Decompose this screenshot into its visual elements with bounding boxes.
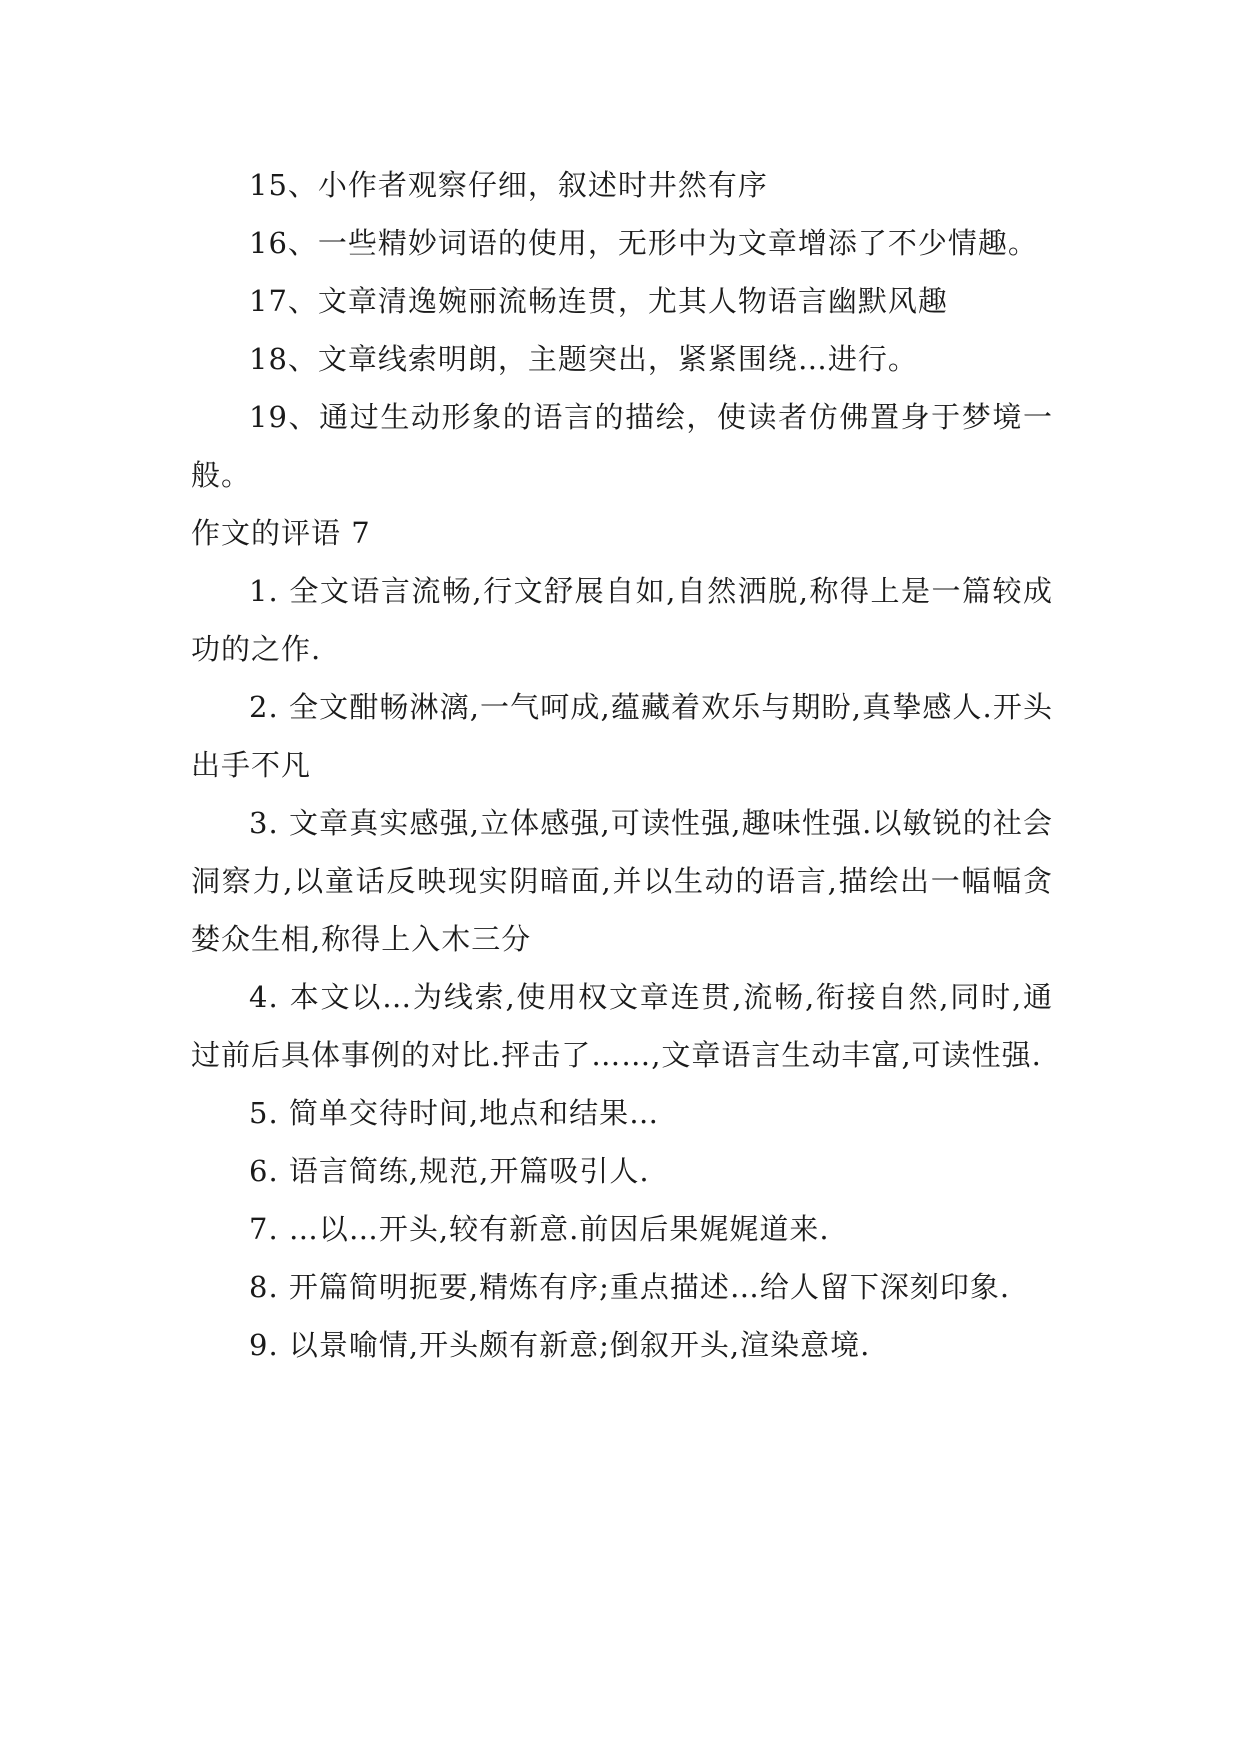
comment-7-2: 2. 全文酣畅淋漓,一气呵成,蕴藏着欢乐与期盼,真挚感人.开头出手不凡 xyxy=(191,690,1053,782)
comment-7-4: 4. 本文以…为线索,使用权文章连贯,流畅,衔接自然,同时,通过前后具体事例的对比.抨击了……,文章语言生动丰富,可读性强. xyxy=(191,980,1053,1072)
comment-18: 18、文章线索明朗，主题突出，紧紧围绕…进行。 xyxy=(249,342,918,376)
comment-7-6: 6. 语言简练,规范,开篇吸引人. xyxy=(249,1154,650,1188)
comment-7-5: 5. 简单交待时间,地点和结果… xyxy=(249,1096,660,1130)
comment-7-9: 9. 以景喻情,开头颇有新意;倒叙开头,渲染意境. xyxy=(249,1328,871,1362)
comment-16: 16、一些精妙词语的使用，无形中为文章增添了不少情趣。 xyxy=(249,226,1038,260)
comment-15: 15、小作者观察仔细，叙述时井然有序 xyxy=(249,168,768,202)
comment-7-3: 3. 文章真实感强,立体感强,可读性强,趣味性强.以敏锐的社会洞察力,以童话反映现实阴暗面,并以生动的语言,描绘出一幅幅贪婪众生相,称得上入木三分 xyxy=(191,806,1053,956)
comment-7-1: 1. 全文语言流畅,行文舒展自如,自然洒脱,称得上是一篇较成功的之作. xyxy=(191,574,1053,666)
comment-17: 17、文章清逸婉丽流畅连贯，尤其人物语言幽默风趣 xyxy=(249,284,948,318)
document-body xyxy=(191,156,1053,1374)
comment-19: 19、通过生动形象的语言的描绘，使读者仿佛置身于梦境一般。 xyxy=(191,400,1053,492)
section-heading: 作文的评语 7 xyxy=(191,516,371,550)
comment-7-8: 8. 开篇简明扼要,精炼有序;重点描述…给人留下深刻印象. xyxy=(249,1270,1011,1304)
comment-7-7: 7. …以…开头,较有新意.前因后果娓娓道来. xyxy=(249,1212,830,1246)
